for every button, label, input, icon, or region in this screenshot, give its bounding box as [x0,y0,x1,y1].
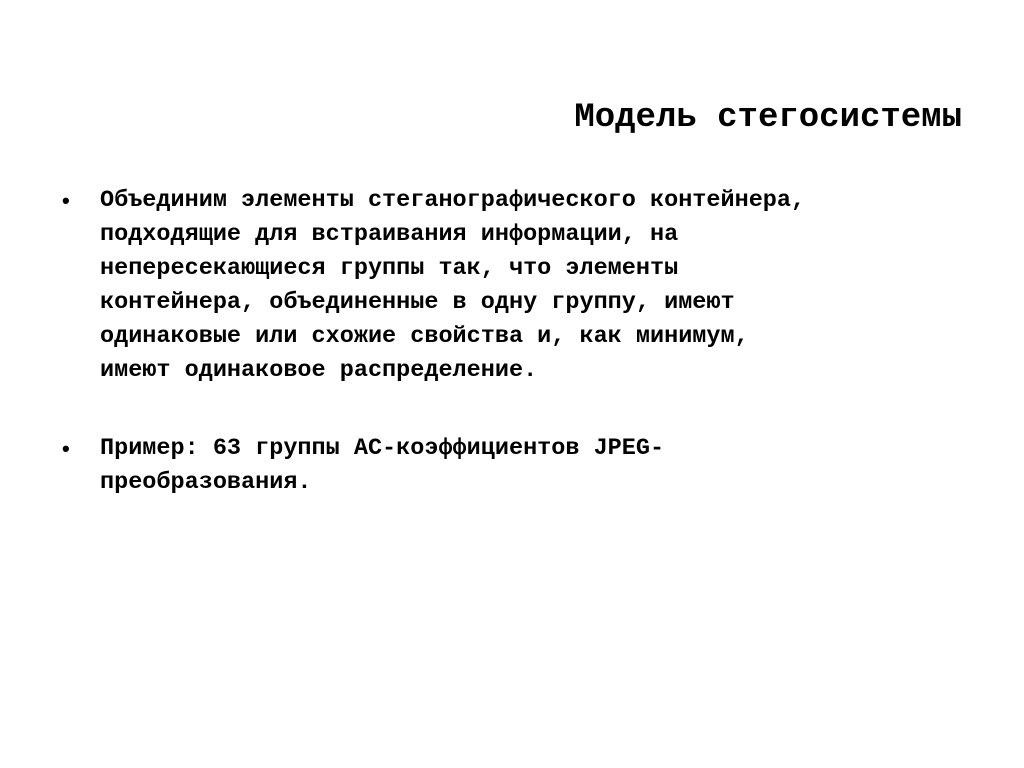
bullet-text: Объединим элементы стеганографического контейнера, подходящие для встраивания информации, на непересекающиеся группы так, что элементы контейнера, объединенные в одну группу, имеют одинаковые или схожие свойства и, как минимум, имеют одинаковое распределение. [100,187,806,384]
bullet-icon: • [62,188,70,213]
bullet-text: Пример: 63 группы AC-коэффициентов JPEG- преобразования. [100,435,665,496]
bullet-icon: • [62,436,70,461]
bullet-item [62,432,962,500]
bullet-list [62,184,962,544]
slide-title: Модель стегосистемы [574,98,962,137]
bullet-item [62,184,962,388]
